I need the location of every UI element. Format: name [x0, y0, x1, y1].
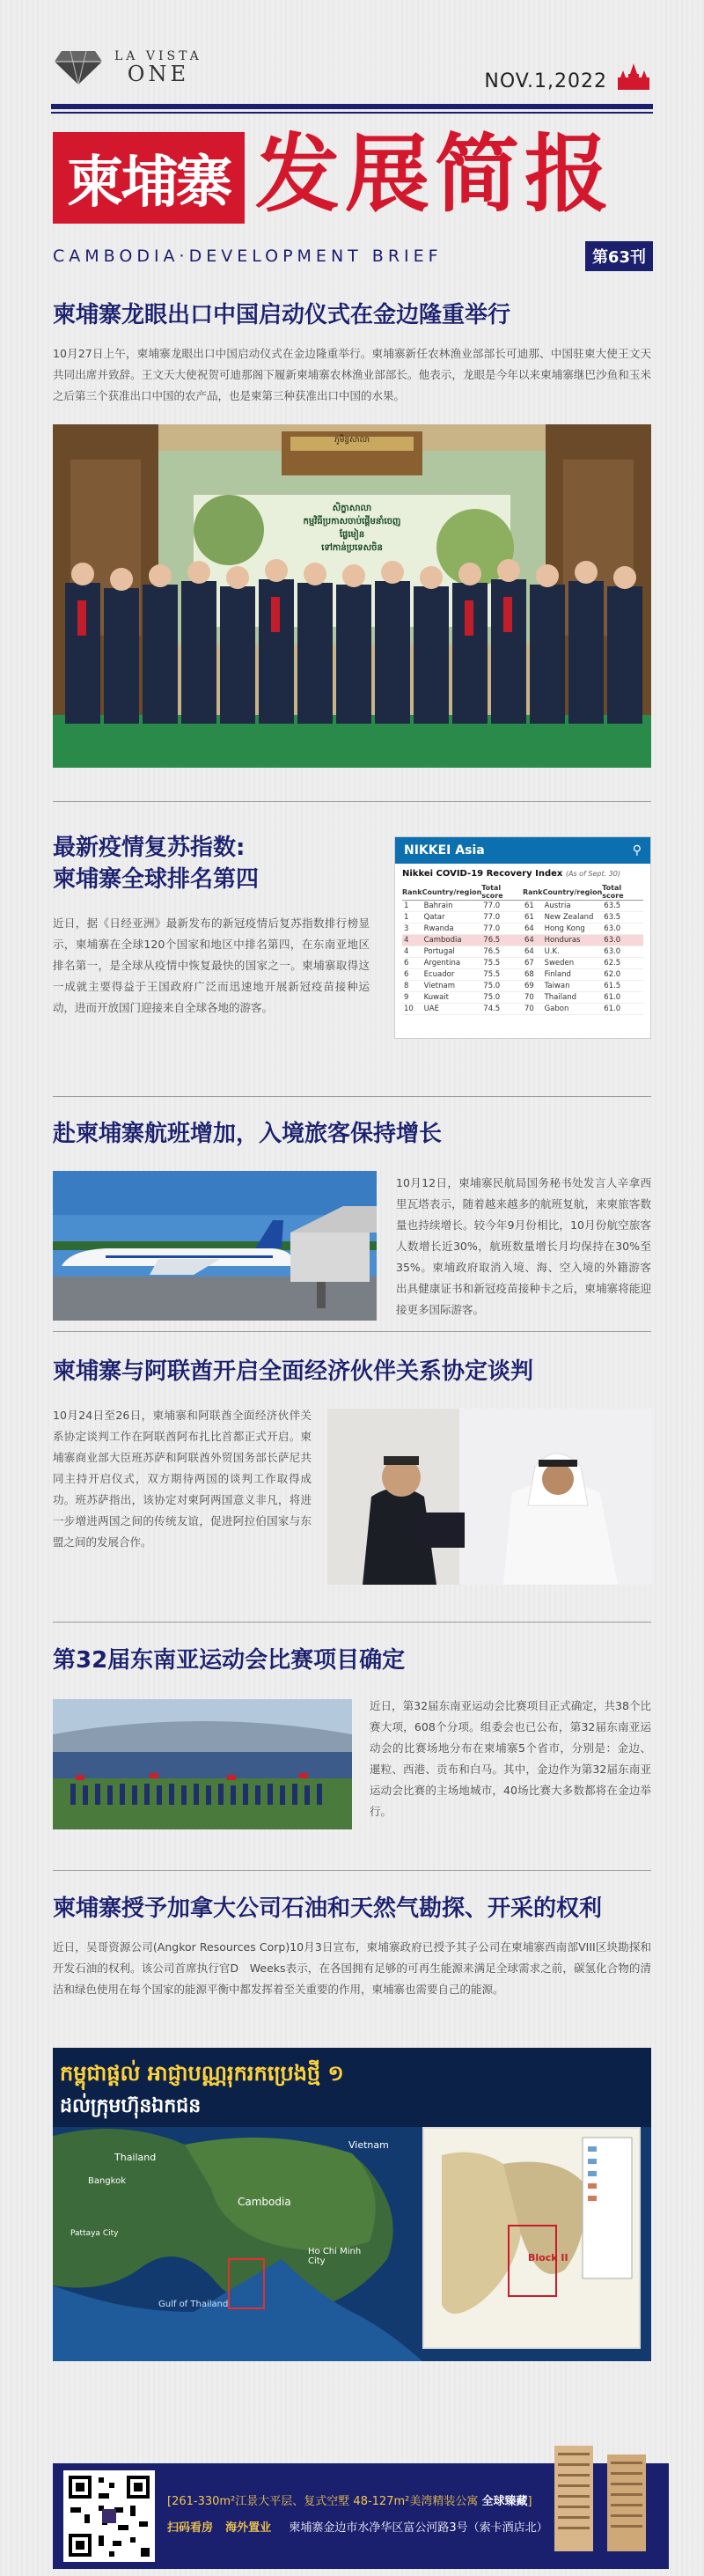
- table-cell: 61.0: [602, 1004, 643, 1015]
- table-cell: 64: [523, 924, 543, 935]
- table-cell: 76.5: [481, 935, 523, 946]
- block-inset-map: [422, 2127, 641, 2349]
- section-divider: [53, 1622, 651, 1623]
- map-label: Ho Chi Minh City: [308, 2247, 362, 2266]
- table-cell: New Zealand: [543, 912, 603, 924]
- ceremony-photo: [53, 424, 651, 768]
- table-cell: 70: [523, 1004, 543, 1015]
- table-cell: 4: [402, 946, 422, 958]
- nikkei-brand: NIKKEI Asia: [404, 843, 485, 857]
- footer-promo-b: 48-127m²美湾精装公寓: [353, 2495, 479, 2508]
- table-cell: Vietnam: [422, 981, 482, 992]
- table-row: [402, 1004, 643, 1015]
- article-title: 柬埔寨授予加拿大公司石油和天然气勘探、开采的权利: [53, 1895, 603, 1922]
- scan-label: 扫码看房: [167, 2521, 214, 2535]
- table-cell: 62.0: [602, 969, 643, 981]
- article-flights-body: [396, 1173, 651, 1321]
- logo-text-bottom: ONE: [127, 62, 189, 86]
- table-cell: 1: [402, 912, 422, 924]
- table-cell: Gabon: [543, 1004, 603, 1015]
- table-cell: 63.5: [602, 901, 643, 912]
- footer-bracket: [: [167, 2495, 172, 2508]
- article-recovery: [53, 832, 370, 1019]
- table-cell: 74.5: [481, 1004, 523, 1015]
- table-cell: 61.5: [602, 981, 643, 992]
- table-cell: Finland: [543, 969, 603, 981]
- map-label: Pattaya City: [70, 2229, 119, 2238]
- table-cell: Argentina: [422, 958, 482, 969]
- table-cell: Taiwan: [543, 981, 603, 992]
- footer-contact: [167, 2518, 548, 2535]
- table-cell: 6: [402, 969, 422, 981]
- overseas-label: 海外置业: [225, 2521, 272, 2535]
- article-body: 近日，吴哥资源公司(Angkor Resources Corp)10月3日宣布，柬埔寨政府已授予其子公司在柬埔寨西南部VIII区块勘探和开发石油的权利。该公司首席执行官D Weeks表示，在各国拥有足够的可再生能源来满足全球需求之前，碳氢化合物的清洁和绿色使用在每个国家的能源平衡中都发挥着至关重要的作用，柬埔寨也需要自己的能源。: [53, 1940, 651, 1996]
- table-cell: 64: [523, 935, 543, 946]
- logo-text-top: LA VISTA: [114, 49, 202, 63]
- title-box: [53, 132, 245, 224]
- search-icon: ⚲: [632, 843, 642, 857]
- article-title: 赴柬埔寨航班增加，入境旅客保持增长: [53, 1121, 443, 1147]
- table-cell: 61: [523, 901, 543, 912]
- table-cell: UAE: [422, 1004, 482, 1015]
- map-subline: ដល់ក្រុមហ៊ុនឯកជន: [60, 2095, 202, 2117]
- article-longan: [53, 299, 651, 407]
- table-cell: 63.5: [602, 912, 643, 924]
- table-cell: 76.5: [481, 946, 523, 958]
- table-header: Total score: [481, 884, 503, 900]
- table-cell: Austria: [543, 901, 603, 912]
- title-cambodia: 柬埔寨: [67, 150, 231, 216]
- oil-map-graphic: [53, 2048, 651, 2361]
- table-asof: (As of Sept. 30): [565, 870, 620, 878]
- table-cell: 75.0: [481, 981, 523, 992]
- map-label: Bangkok: [88, 2176, 127, 2186]
- table-cell: 63.0: [602, 946, 643, 958]
- table-cell: 68: [523, 969, 543, 981]
- table-cell: Ecuador: [422, 969, 482, 981]
- nikkei-ranking-table: [394, 836, 651, 1039]
- table-header: Rank: [402, 887, 422, 896]
- table-cell: Honduras: [543, 935, 603, 946]
- building-towers-icon: [537, 2437, 669, 2569]
- table-cell: 6: [402, 958, 422, 969]
- brand-logo: [53, 46, 202, 88]
- diamond-logo-icon: [53, 46, 104, 88]
- issue-badge: 第63刊: [585, 241, 653, 271]
- table-cell: Cambodia: [422, 935, 482, 946]
- issue-date: NOV.1,2022: [484, 70, 607, 92]
- article-body: 近日，第32届东南亚运动会比赛项目正式确定，共38个比赛大项，608个分项。组委会也已公布，第32届东南亚运动会的比赛场地分布在柬埔寨5个省市，分别是：金边、暹粒、西港、贡布和白马。其中，金边作为第32届东南亚运动会比赛的主场地城市，40场比赛大多数都将在金边举行。: [370, 1699, 651, 1818]
- table-cell: 75.0: [481, 992, 523, 1004]
- table-header: Country/region: [422, 887, 482, 896]
- top-rule: [51, 104, 653, 109]
- table-cell: Rwanda: [422, 924, 482, 935]
- table-row: [402, 912, 643, 924]
- table-cell: 63.0: [602, 935, 643, 946]
- table-header: Total score: [602, 884, 624, 900]
- page-subtitle: CAMBODIA·DEVELOPMENT BRIEF: [53, 247, 443, 266]
- map-label: Cambodia: [238, 2196, 291, 2208]
- footer-promo-a: 261-330m²江景大平层、复式空墅: [172, 2495, 350, 2508]
- table-cell: 61.0: [602, 992, 643, 1004]
- table-row: [402, 935, 643, 946]
- footer: [0, 2437, 704, 2576]
- table-cell: 61: [523, 912, 543, 924]
- article-uae: [53, 1356, 651, 1387]
- table-cell: Hong Kong: [543, 924, 603, 935]
- table-cell: 75.5: [481, 969, 523, 981]
- header: [0, 0, 704, 291]
- photo-banner-text: សិក្ខាសាលា កម្មវិធីប្រកាសចាប់ផ្ដើមនាំចេញ ផ្លែមៀន ទៅកាន់ប្រទេសចិន: [303, 504, 401, 553]
- address: 柬埔寨金边市水净华区富公河路3号（索卡酒店北）: [289, 2521, 548, 2535]
- map-headline: [60, 2060, 344, 2091]
- table-cell: 70: [523, 992, 543, 1004]
- footer-bracket: ]: [527, 2495, 532, 2508]
- section-divider: [53, 801, 651, 802]
- article-body: 10月12日，柬埔寨民航局国务秘书处发言人辛拿西里瓦塔表示，随着越来越多的航班复航，来柬旅客数量也持续增长。较今年9月份相比，10月份航空旅客人数增长近30%，航班数量增长月均保持在30%至35%。柬埔政府取消入境、海、空入境的外籍游客出具健康证书和新冠疫苗接种卡之后，柬埔寨将能迎接更多国际游客。: [396, 1176, 651, 1316]
- table-cell: 3: [402, 924, 422, 935]
- table-cell: 69: [523, 981, 543, 992]
- section-divider: [53, 1331, 651, 1332]
- footer-promo-c: 全球臻藏: [481, 2495, 528, 2508]
- table-cell: 10: [402, 1004, 422, 1015]
- inset-label: Block II: [528, 2252, 568, 2263]
- table-cell: Thailand: [543, 992, 603, 1004]
- table-cell: 67: [523, 958, 543, 969]
- stadium-photo: [53, 1699, 352, 1829]
- table-row: [402, 981, 643, 992]
- article-body: 10月24日至26日，柬埔寨和阿联酋全面经济伙伴关系协定谈判工作在阿联酋阿布扎比首都正式开启。柬埔寨商业部大臣班苏萨和阿联酋外贸国务部长萨尼共同主持开启仪式，双方期待两国的谈判工作取得成功。班苏萨指出，该协定对柬阿两国意义非凡，将进一步增进两国之间的传统友谊，促进阿拉伯国家与东盟之间的发展合作。: [53, 1409, 312, 1549]
- table-cell: Kuwait: [422, 992, 482, 1004]
- section-divider: [53, 1096, 651, 1097]
- table-row: [402, 946, 643, 958]
- article-title: 最新疫情复苏指数: 柬埔寨全球排名第四: [53, 835, 260, 893]
- article-seagames-body: [370, 1696, 651, 1822]
- table-title: Nikkei COVID-19 Recovery Index: [402, 869, 563, 879]
- qr-code[interactable]: [63, 2470, 155, 2562]
- photo-sign-small: ភូមិន្ទសាលា: [334, 436, 370, 445]
- table-cell: Qatar: [422, 912, 482, 924]
- table-cell: 9: [402, 992, 422, 1004]
- table-cell: 62.5: [602, 958, 643, 969]
- table-cell: Bahrain: [422, 901, 482, 912]
- temple-icon: [614, 62, 653, 92]
- section-divider: [53, 1870, 651, 1871]
- table-cell: 4: [402, 935, 422, 946]
- table-row: [402, 992, 643, 1004]
- table-cell: 63.0: [602, 924, 643, 935]
- article-seagames: [53, 1645, 651, 1676]
- airplane-photo: [53, 1171, 377, 1321]
- table-cell: 1: [402, 901, 422, 912]
- table-cell: 8: [402, 981, 422, 992]
- article-body: 10月27日上午，柬埔寨龙眼出口中国启动仪式在金边隆重举行。柬埔寨新任农林渔业部部长可迪那、中国驻柬大使王文天共同出席并致辞。王文天大使祝贺可迪那阁下履新柬埔寨农林渔业部部长。他表示，龙眼是今年以来柬埔寨继巴沙鱼和玉米之后第三个获准出口中国的农产品，也是柬第三种获准出口中国的水果。: [53, 347, 651, 402]
- map-label: Vietnam: [348, 2139, 389, 2151]
- article-title: 柬埔寨与阿联酋开启全面经济伙伴关系协定谈判: [53, 1358, 534, 1385]
- table-cell: U.K.: [543, 946, 603, 958]
- table-cell: 75.5: [481, 958, 523, 969]
- article-body: 近日，据《日经亚洲》最新发布的新冠疫情后复苏指数排行榜显示，柬埔寨在全球120个国家和地区中排名第四，在东南亚地区排名第一，是全球从疫情中恢复最快的国家之一。柬埔寨取得这一成就主要得益于王国政府广泛而迅速地开展新冠疫苗接种运动，进而开放国门迎接来自全球各地的游客。: [53, 916, 370, 1014]
- table-cell: 64: [523, 946, 543, 958]
- signing-photo: [327, 1409, 651, 1585]
- article-flights: [53, 1118, 651, 1150]
- ranking-table: [402, 884, 643, 1015]
- article-oil: [53, 1893, 651, 2000]
- table-row: [402, 901, 643, 912]
- table-cell: 77.0: [481, 924, 523, 935]
- table-row: [402, 924, 643, 935]
- map-label: Thailand: [114, 2152, 157, 2163]
- table-cell: 77.0: [481, 912, 523, 924]
- table-row: [402, 958, 643, 969]
- article-title: 柬埔寨龙眼出口中国启动仪式在金边隆重举行: [53, 302, 511, 328]
- table-cell: Portugal: [422, 946, 482, 958]
- footer-promo: [167, 2491, 532, 2508]
- article-title: 第32届东南亚运动会比赛项目确定: [53, 1647, 406, 1674]
- table-cell: 77.0: [481, 901, 523, 912]
- article-uae-body: [53, 1405, 312, 1553]
- table-header: Country/region: [542, 887, 603, 896]
- table-header: Rank: [523, 887, 543, 896]
- map-label: Gulf of Thailand: [158, 2300, 229, 2309]
- page-title: 发展简报: [255, 124, 614, 224]
- table-cell: Sweden: [543, 958, 603, 969]
- top-rule-thin: [51, 112, 653, 114]
- table-row: [402, 969, 643, 981]
- map-headline-text: កម្ពុជាផ្ដល់ អាជ្ញាបណ្ណរុករកប្រេងថ្មី ១: [60, 2061, 344, 2086]
